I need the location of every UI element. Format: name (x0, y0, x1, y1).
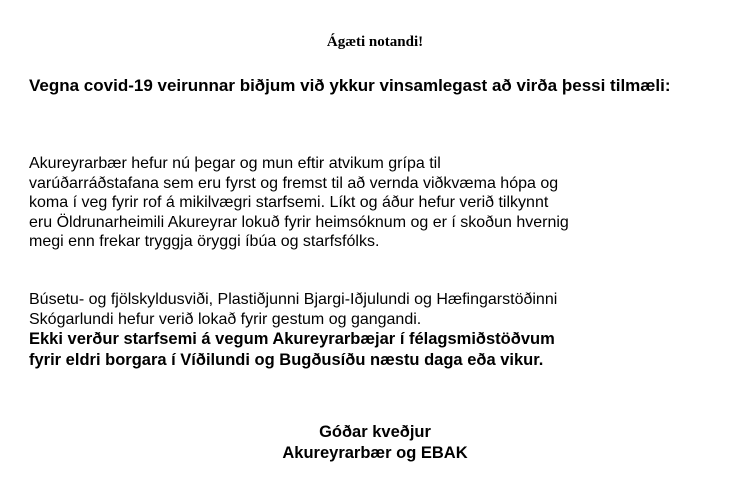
paragraph-line: Skógarlundi hefur verið lokað fyrir gestum og gangandi. (29, 310, 422, 328)
paragraph-line: megi enn frekar tryggja öryggi íbúa og starfsfólks. (29, 233, 380, 250)
paragraph-bold-line: Ekki verður starfsemi á vegum Akureyrarbæjar í félagsmiðstöðvum (29, 330, 555, 348)
greeting: Ágæti notandi! (326, 34, 424, 50)
paragraph-line: varúðarráðstafana sem eru fyrst og fremst til að vernda viðkvæma hópa og (29, 174, 559, 192)
paragraph-line: koma í veg fyrir rof á mikilvægri starfsemi. Líkt og áður hefur verið tilkynnt (29, 194, 549, 211)
paragraph-precautions (29, 154, 729, 252)
signoff (0, 422, 750, 464)
paragraph-line: Akureyrarbær hefur nú þegar og mun eftir atvikum grípa til (29, 155, 441, 172)
paragraph-closures (29, 290, 729, 370)
paragraph-line: Búsetu- og fjölskyldusviði, Plastiðjunni Bjargi-Iðjulundi og Hæfingarstöðinni (29, 291, 558, 308)
signoff-closing: Góðar kveðjur (319, 423, 431, 441)
paragraph-line: eru Öldrunarheimili Akureyrar lokuð fyrir heimsóknum og er í skoðun hvernig (29, 213, 569, 231)
signoff-sender: Akureyrarbær og EBAK (282, 444, 468, 462)
headline: Vegna covid-19 veirunnar biðjum við ykkur vinsamlegast að virða þessi tilmæli: (29, 76, 671, 95)
paragraph-bold-line: fyrir eldri borgara í Víðilundi og Bugðusíðu næstu daga eða vikur. (29, 350, 544, 369)
